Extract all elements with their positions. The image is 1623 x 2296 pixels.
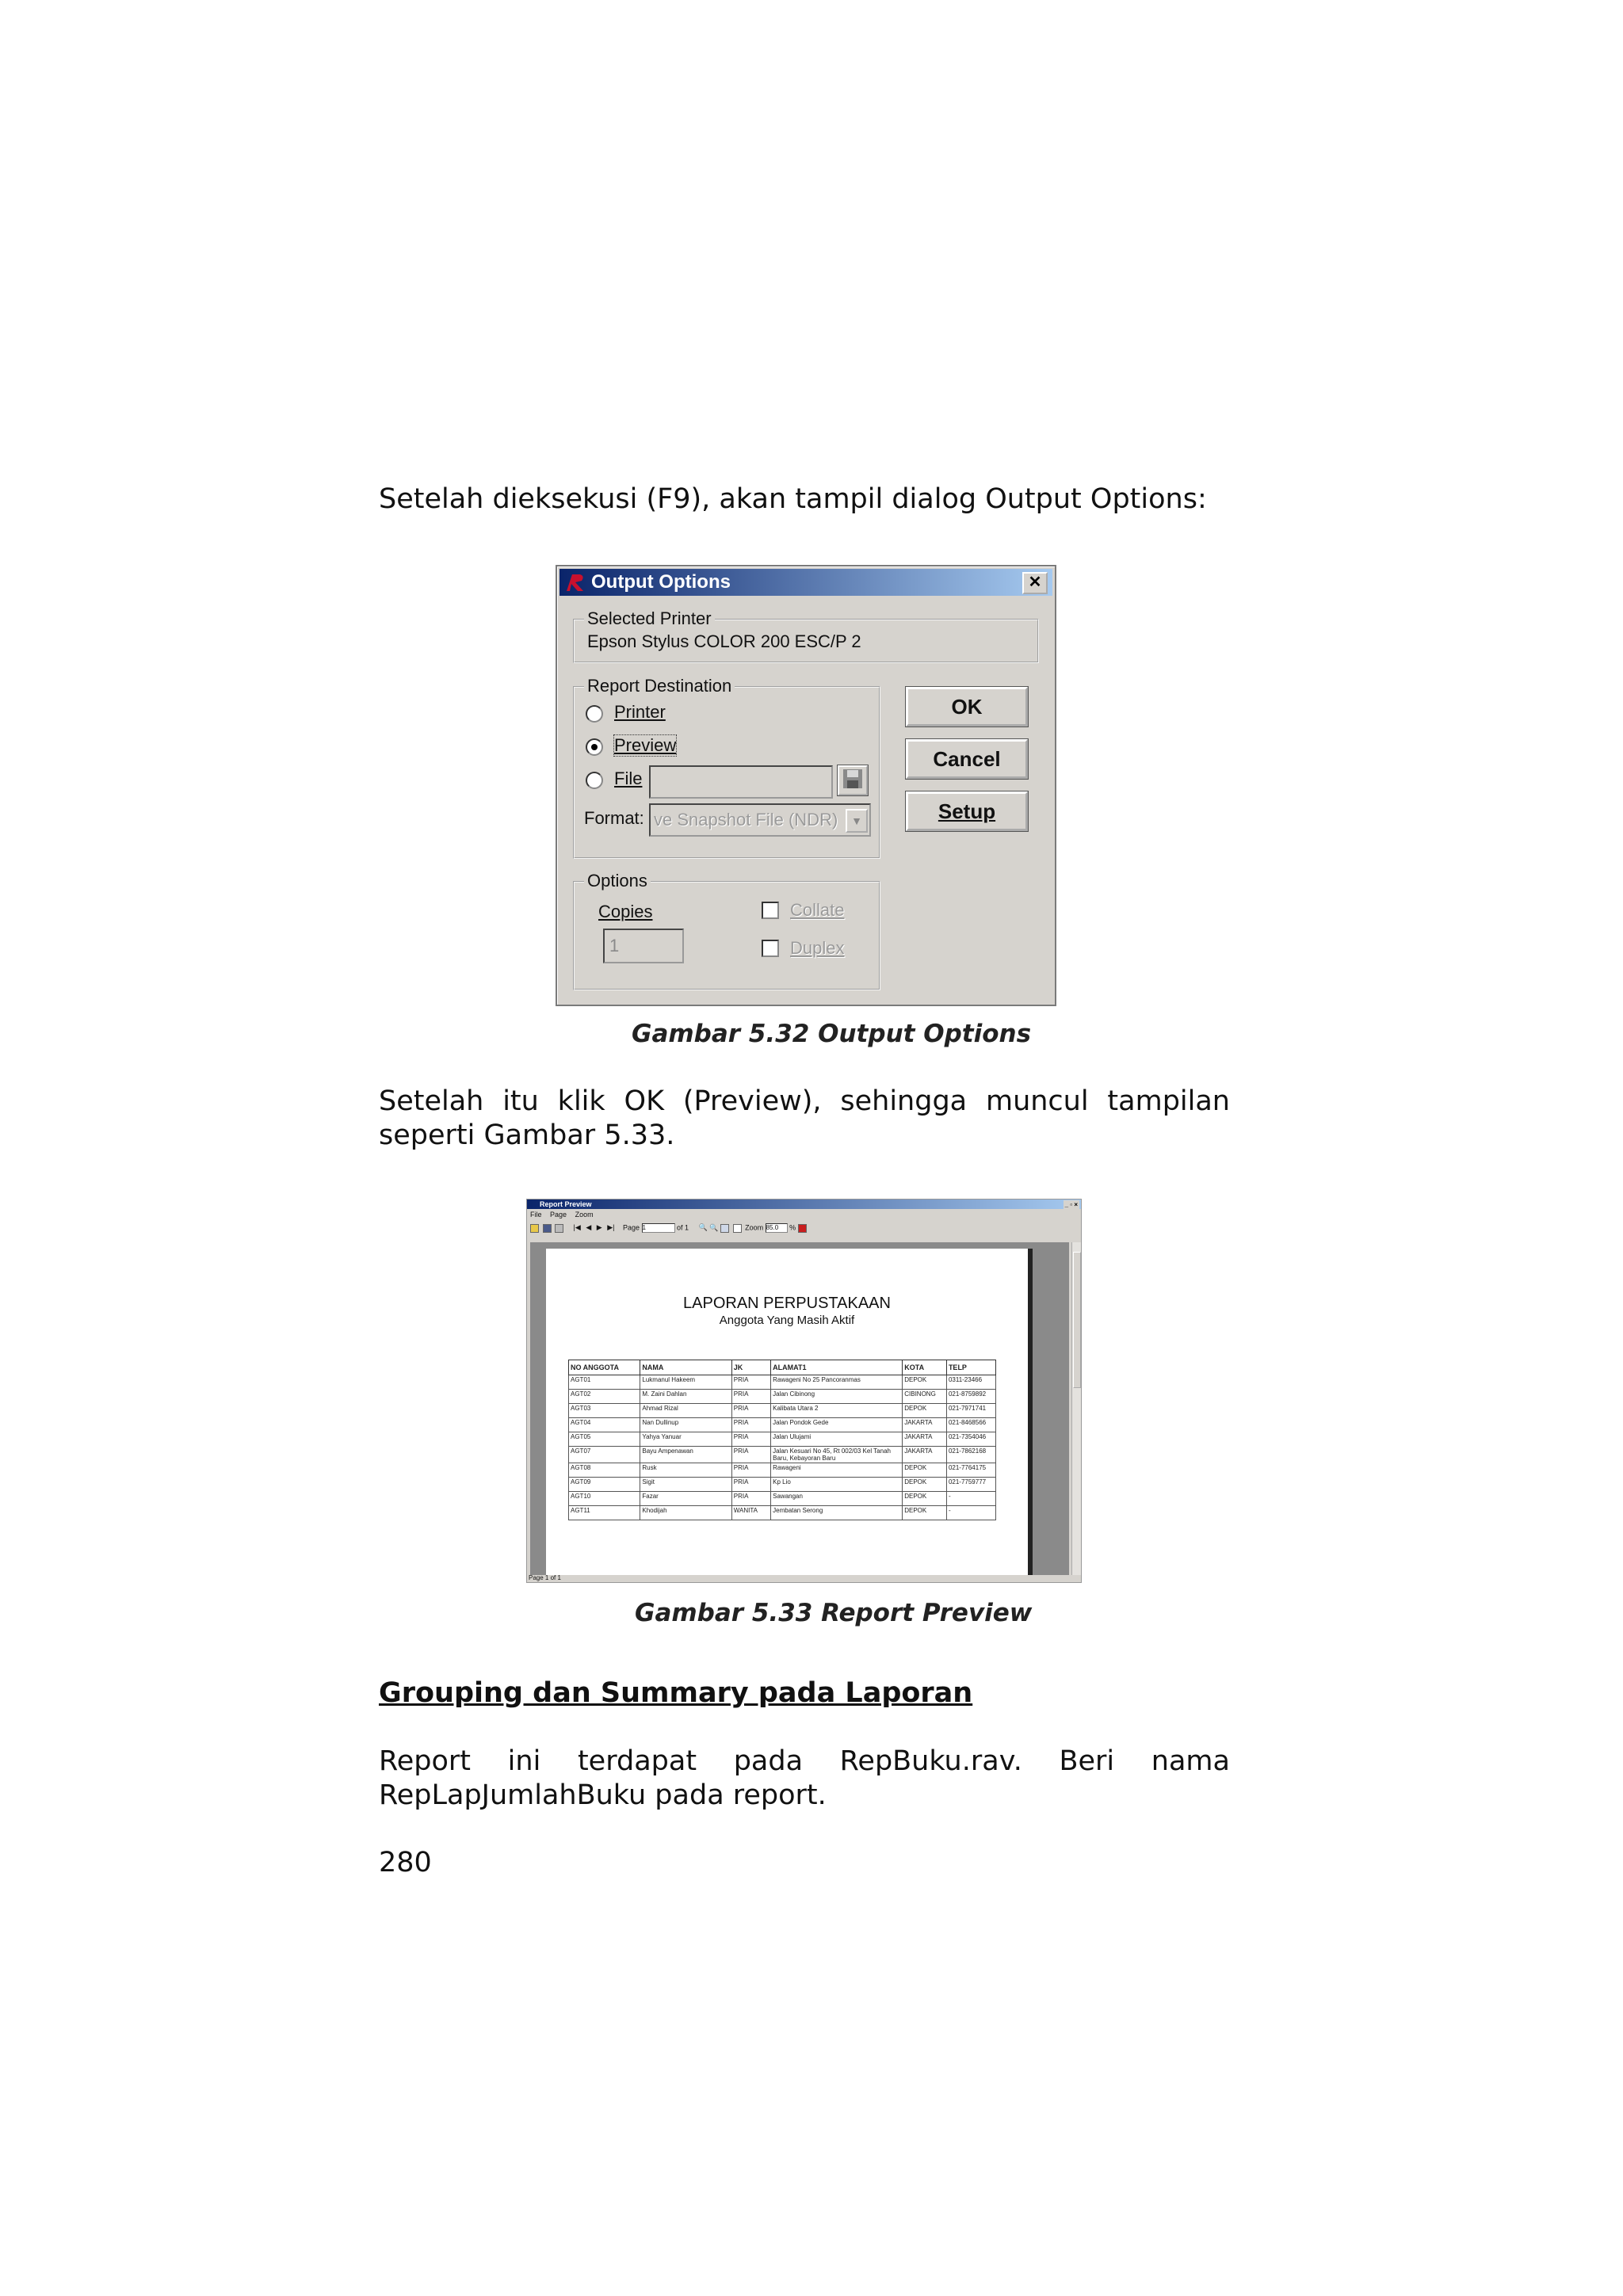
report-page (546, 1249, 1033, 1575)
table-cell: 021-7971741 (946, 1404, 995, 1418)
preview-status: Page 1 of 1 (529, 1574, 561, 1581)
page-number: 280 (379, 1847, 432, 1878)
table-row (569, 1390, 996, 1404)
report-subtitle: Anggota Yang Masih Aktif (719, 1314, 855, 1327)
table-cell: AGT11 (569, 1506, 640, 1520)
preview-toolbar (530, 1223, 1081, 1236)
open-icon[interactable] (530, 1224, 539, 1233)
collate-label: Collate (790, 900, 845, 920)
first-page-icon[interactable]: |◀ (573, 1223, 581, 1232)
table-cell: Jalan Kesuari No 45, Rt 002/03 Kel Tanah Baru, Kebayoran Baru (771, 1447, 903, 1463)
column-header: NAMA (640, 1360, 731, 1375)
preview-canvas (530, 1242, 1069, 1575)
table-cell: JAKARTA (903, 1447, 947, 1463)
table-row (569, 1463, 996, 1478)
table-body (569, 1375, 996, 1520)
selected-printer-group (573, 608, 1039, 663)
table-cell: 021-8468566 (946, 1418, 995, 1432)
paragraph-3-line-1 (379, 1745, 1230, 1779)
table-cell: CIBINONG (903, 1390, 947, 1404)
format-select[interactable] (649, 803, 871, 837)
table-cell: PRIA (731, 1463, 770, 1478)
table-cell: Fazar (640, 1492, 731, 1506)
table-cell: Jalan Pondok Gede (771, 1418, 903, 1432)
word: RepBuku.rav. (839, 1745, 1022, 1777)
table-cell: Bayu Ampenawan (640, 1447, 731, 1463)
table-cell: Jalan Ulujami (771, 1432, 903, 1447)
table-row (569, 1404, 996, 1418)
report-title: LAPORAN PERPUSTAKAAN (683, 1295, 891, 1312)
format-label: Format: (584, 808, 644, 828)
table-cell: PRIA (731, 1432, 770, 1447)
table-cell: 021-7354046 (946, 1432, 995, 1447)
column-header: KOTA (903, 1360, 947, 1375)
column-header: TELP (946, 1360, 995, 1375)
zoom-label: Zoom (745, 1223, 764, 1232)
table-cell: Rusk (640, 1463, 731, 1478)
word: pada (733, 1745, 804, 1777)
table-cell: Kp Lio (771, 1478, 903, 1492)
selected-printer-legend: Selected Printer (584, 608, 715, 629)
table-cell: 0311-23466 (946, 1375, 995, 1390)
table-cell: Kalibata Utara 2 (771, 1404, 903, 1418)
word: Beri (1059, 1745, 1115, 1777)
vertical-scrollbar[interactable] (1071, 1242, 1081, 1575)
section-heading: Grouping dan Summary pada Laporan (379, 1677, 973, 1709)
next-page-icon[interactable]: ▶ (596, 1223, 602, 1232)
page-label: Page (622, 1223, 640, 1232)
save-icon[interactable] (543, 1224, 552, 1233)
table-cell: JAKARTA (903, 1418, 947, 1432)
table-header-row (569, 1360, 996, 1375)
menu-file[interactable]: File (530, 1211, 542, 1219)
table-cell: Rawageni (771, 1463, 903, 1478)
copies-label: Copies (598, 902, 653, 921)
table-cell: Rawageni No 25 Pancoranmas (771, 1375, 903, 1390)
table-cell: Nan Dullinup (640, 1418, 731, 1432)
table-cell: WANITA (731, 1506, 770, 1520)
collate-checkbox[interactable] (762, 902, 779, 919)
table-cell: Sawangan (771, 1492, 903, 1506)
table-cell: Sigit (640, 1478, 731, 1492)
table-cell: AGT01 (569, 1375, 640, 1390)
output-options-dialog (556, 565, 1056, 1006)
exit-icon[interactable] (798, 1224, 807, 1233)
table-cell: PRIA (731, 1375, 770, 1390)
setup-button[interactable]: Setup (906, 791, 1028, 831)
preview-label[interactable]: Preview (614, 735, 677, 755)
table-cell: AGT07 (569, 1447, 640, 1463)
table-cell: AGT08 (569, 1463, 640, 1478)
table-cell: PRIA (731, 1478, 770, 1492)
file-radio[interactable] (586, 772, 603, 789)
table-cell: Jembatan Serong (771, 1506, 903, 1520)
table-cell: 021-7862168 (946, 1447, 995, 1463)
table-cell: - (946, 1506, 995, 1520)
table-cell: PRIA (731, 1447, 770, 1463)
figure-caption-5-32: Gambar 5.32 Output Options (632, 1020, 1032, 1048)
table-cell: PRIA (731, 1492, 770, 1506)
table-cell: 021-8759892 (946, 1390, 995, 1404)
table-cell: Lukmanul Hakeem (640, 1375, 731, 1390)
page-input[interactable]: 1 (642, 1223, 675, 1233)
column-header: ALAMAT1 (771, 1360, 903, 1375)
table-cell: DEPOK (903, 1478, 947, 1492)
table-cell: Khodijah (640, 1506, 731, 1520)
word: ini (507, 1745, 541, 1777)
table-row (569, 1432, 996, 1447)
floppy-disk-icon (841, 767, 865, 791)
table-cell: DEPOK (903, 1404, 947, 1418)
zoom-input[interactable]: 85.0 (766, 1223, 788, 1233)
dialog-title: Output Options (591, 571, 731, 593)
word: Report (379, 1745, 472, 1777)
window-controls[interactable]: _ ▫ × (1064, 1201, 1078, 1208)
print-icon[interactable] (555, 1224, 563, 1233)
table-cell: AGT03 (569, 1404, 640, 1418)
report-preview-window (526, 1199, 1082, 1583)
duplex-checkbox[interactable] (762, 940, 779, 957)
scrollbar-thumb[interactable] (1073, 1252, 1081, 1388)
table-row (569, 1447, 996, 1463)
file-label[interactable]: File (614, 769, 643, 788)
printer-radio[interactable] (586, 705, 603, 723)
table-cell: Ahmad Rizal (640, 1404, 731, 1418)
last-page-icon[interactable]: ▶| (607, 1223, 615, 1232)
table-row (569, 1506, 996, 1520)
table-cell: JAKARTA (903, 1432, 947, 1447)
table-cell: DEPOK (903, 1375, 947, 1390)
options-legend: Options (584, 871, 651, 891)
file-path-input[interactable] (649, 765, 833, 799)
table-cell: PRIA (731, 1418, 770, 1432)
table-cell: PRIA (731, 1404, 770, 1418)
zoom-page-icon[interactable] (720, 1224, 729, 1233)
prev-page-icon[interactable]: ◀ (586, 1223, 592, 1232)
table-cell: AGT10 (569, 1492, 640, 1506)
column-header: JK (731, 1360, 770, 1375)
selected-printer-value: Epson Stylus COLOR 200 ESC/P 2 (587, 631, 861, 651)
word: nama (1151, 1745, 1230, 1777)
preview-title: Report Preview (540, 1200, 592, 1208)
zoom-in-icon[interactable]: 🔍 (698, 1223, 708, 1232)
chevron-down-icon[interactable]: ▼ (846, 809, 868, 833)
menu-page[interactable]: Page (550, 1211, 567, 1219)
word: terdapat (577, 1745, 697, 1777)
table-cell: - (946, 1492, 995, 1506)
report-destination-group (573, 676, 880, 859)
printer-label[interactable]: Printer (614, 702, 666, 722)
zoom-unit: % (789, 1223, 796, 1232)
table-cell: PRIA (731, 1390, 770, 1404)
table-cell: AGT09 (569, 1478, 640, 1492)
options-group (573, 871, 880, 990)
close-button[interactable]: ✕ (1022, 572, 1048, 594)
table-cell: AGT05 (569, 1432, 640, 1447)
paragraph-3-line-2: RepLapJumlahBuku pada report. (379, 1779, 827, 1811)
cancel-button[interactable]: Cancel (906, 739, 1028, 779)
table-row (569, 1375, 996, 1390)
table-cell: Yahya Yanuar (640, 1432, 731, 1447)
table-cell: 021-7764175 (946, 1463, 995, 1478)
format-value: ve Snapshot File (NDR) (654, 810, 838, 830)
ok-button[interactable]: OK (906, 687, 1028, 727)
duplex-label: Duplex (790, 938, 845, 958)
dialog-titlebar (559, 569, 1052, 596)
table-cell: DEPOK (903, 1506, 947, 1520)
save-file-button[interactable] (838, 765, 868, 795)
zoom-width-icon[interactable] (733, 1224, 742, 1233)
rave-logo-icon (564, 571, 586, 593)
table-cell: Jalan Cibinong (771, 1390, 903, 1404)
paragraph-2: Setelah itu klik OK (Preview), sehingga muncul tampilan seperti Gambar 5.33. (379, 1085, 1230, 1151)
table-row (569, 1418, 996, 1432)
menu-zoom[interactable]: Zoom (575, 1211, 594, 1219)
member-table (568, 1360, 996, 1520)
intro-paragraph: Setelah dieksekusi (F9), akan tampil dialog Output Options: (379, 483, 1207, 515)
table-row (569, 1478, 996, 1492)
of-pages-label: of 1 (677, 1223, 689, 1232)
figure-caption-5-33: Gambar 5.33 Report Preview (635, 1599, 1033, 1627)
preview-radio[interactable] (586, 738, 603, 756)
column-header: NO ANGGOTA (569, 1360, 640, 1375)
table-cell: AGT04 (569, 1418, 640, 1432)
table-cell: DEPOK (903, 1492, 947, 1506)
preview-menubar (530, 1211, 600, 1219)
report-destination-legend: Report Destination (584, 676, 735, 696)
table-cell: M. Zaini Dahlan (640, 1390, 731, 1404)
table-cell: DEPOK (903, 1463, 947, 1478)
copies-input[interactable]: 1 (603, 929, 684, 963)
preview-titlebar (527, 1199, 1081, 1209)
radio-selected-dot (591, 744, 598, 750)
table-cell: AGT02 (569, 1390, 640, 1404)
table-row (569, 1492, 996, 1506)
table-cell: 021-7759777 (946, 1478, 995, 1492)
zoom-out-icon[interactable]: 🔍 (709, 1223, 719, 1232)
